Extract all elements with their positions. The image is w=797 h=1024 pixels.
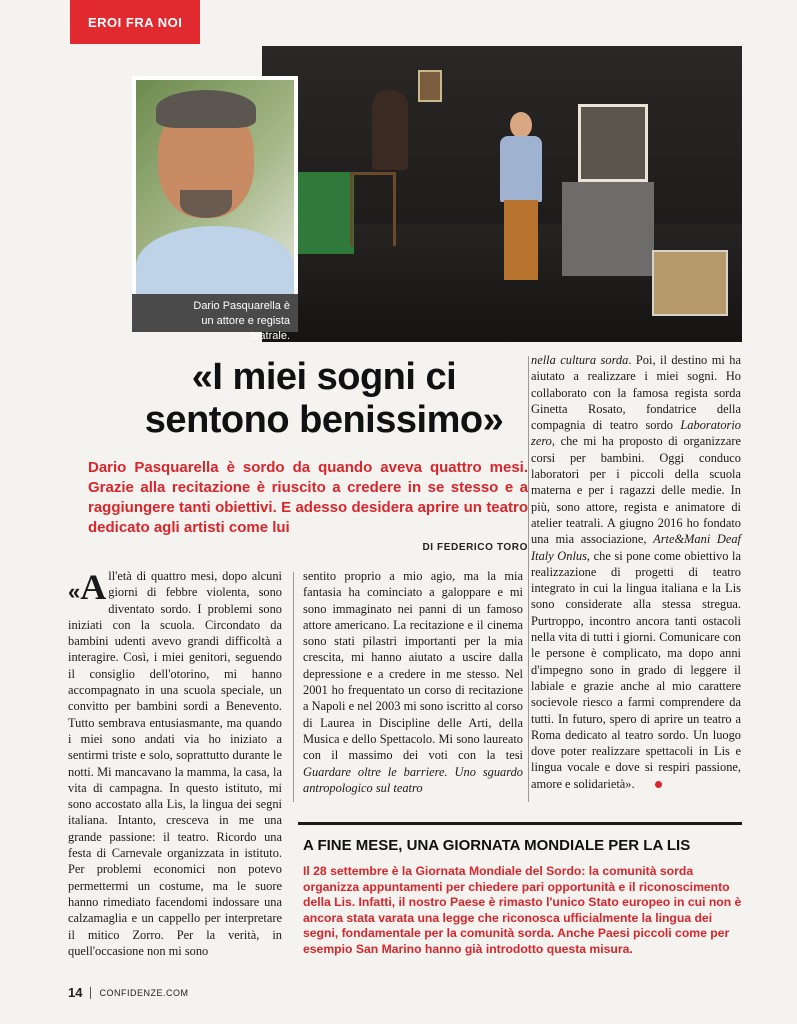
actor-pants [504,200,538,280]
page-number: 14 [68,985,83,1000]
headline: «I miei sogni ci sentono benissimo» [144,356,504,441]
sidebar-rule [298,822,742,825]
portrait-hair [156,90,256,128]
photo-caption: Dario Pasquarella è un attore e regista teatrale. [132,294,298,332]
thesis-title: Guardare oltre le barriere. Uno sguardo antropologico sul teatro [303,764,523,795]
vanity-table [562,182,654,276]
article-paragraph [68,568,282,959]
column-2-text: sentito proprio a mio agio, ma la mia fantasia ha cominciato a galoppare e mi sono immaginato nei panni di un famoso attore americano. La recitazione e il cinema sono stati pilastri importanti per la mia crescita, mi hanno aiutato a uscire dalla depressione e a credere in me stesso. Nel 2001 ho frequentato un corso di recitazione a Napoli e nel 2003 mi sono iscritto al corso di Laurea in Discipline delle Arti, della Musica e dello Spettacolo. Mi sono laureato con il massimo dei voti con la tesi [303,569,523,763]
column-divider [528,356,529,802]
column-3-text-c: , che si pone come obiettivo la realizzazione di progetti di teatro integrato in cui la lingua italiana e la Lis sono considerate alla stessa stregua. Purtroppo, incontro ancora tanti ostacoli nella vita di tutti i giorni. Comunicare con le persone è complicato, ma dopo anni d'impegno sono in grado di leggere il labiale e grazie anche al mio carattere socievole riesco a farmi comprendere da tutti. In futuro, spero di aprire un teatro a Roma dedicato al teatro sordo. Un luogo dove poter realizzare spettacoli in Lis e lingua vocale e dove si respiri passione, amore e solidarietà». [531,548,741,791]
column-divider [293,572,294,802]
portrait-image [136,80,294,298]
article-column-2 [303,568,523,802]
wooden-chair [350,172,396,246]
end-mark-icon [655,781,662,788]
gift-boxes [652,250,728,316]
portrait-beard [180,190,232,218]
drop-cap [68,567,107,607]
section-tag-label: EROI FRA NOI [88,15,183,30]
portrait-photo [132,76,298,342]
column-3-text-a: . Poi, il destino mi ha aiutato a realizzare i miei sogni. Ho collaborato con la famosa regista sorda Ginetta Rosato, fondatrice della compagnia di teatro sordo [531,353,741,433]
thesis-title-end: nella cultura sorda [531,353,629,367]
coat-rack [372,90,408,170]
actor-shirt [500,136,542,202]
article-paragraph [303,568,523,796]
column-3-text-b: , che mi ha proposto di organizzare corsi per bambini. Oggi conduco laboratori per i piccoli della scuola materna e per i ragazzi delle medie. In più, sono attore, regista e animatore di atelier teatrali. A giugno 2016 ho fondato una mia associazione, [531,434,741,547]
sidebar-text: Il 28 settembre è la Giornata Mondiale del Sordo: la comunità sorda organizza appuntamenti per chiedere pari opportunità e il riconoscimento della Lis. Infatti, il nostro Paese è rimasto l'unico Stato europeo in cui non è ancora stata varata una legge che riconosca ufficialmente la lingua dei segni, fondamentale per la comunità sorda. Anche Paesi piccoli come per esempio San Marino hanno già introdotto questa misura. [303,864,742,956]
page-footer [68,985,368,1000]
article-column-1 [68,568,282,980]
actor-head [510,112,532,138]
article-paragraph [531,352,741,792]
stage-photo [262,46,742,342]
section-tag [70,0,200,44]
drop-letter: A [80,567,107,607]
sidebar-title: A FINE MESE, UNA GIORNATA MONDIALE PER LA LIS [303,837,691,854]
association-name: Arte&Mani Deaf Italy Onlus [531,532,741,563]
byline: DI FEDERICO TORO [422,542,528,553]
wall-picture [418,70,442,102]
actor-figure [496,112,546,292]
footer-separator [90,987,91,999]
subhead: Dario Pasquarella è sordo da quando aveva quattro mesi. Grazie alla recitazione è riuscito a credere in se stesso e a raggiungere tanti obiettivi. E adesso desidera aprire un teatro dedicato agli artisti come lui [88,459,528,536]
drop-quote: « [68,579,81,604]
company-name: Laboratorio zero [531,418,741,449]
site-name: CONFIDENZE.COM [99,987,189,998]
article-column-3 [531,352,741,804]
column-1-text: ll'età di quattro mesi, dopo alcuni giorni di febbre violenta, sono diventato sordo. I problemi sono iniziati con la scuola. Circondato da bambini udenti avevo grandi difficoltà a interagire. Così, i miei genitori, seguendo il consiglio dell'otorino, mi hanno accompagnato in una scuola speciale, un convitto per bambini sordi a Benevento. Tutto sembrava entusiasmante, ma quando i miei sono andati via ho iniziato a sentirmi triste e solo, soprattutto durante le notti. Mi mancavano la mamma, la casa, la vita di campagna. In questo istituto, mi sono accostato alla Lis, la lingua dei segni italiana. Intanto, cresceva in me una grande passione: il teatro. Ricordo una festa di Carnevale organizzata in istituto. Per problemi economici non potevo permettermi un costume, ma le suore hanno rimediato facendomi indossare una calzamaglia e un cappello per interpretare il mitico Zorro. Per la verità, in quell'occasione non mi sono [68,569,282,958]
portrait-shirt [136,226,294,298]
green-table [294,172,354,254]
dressing-mirror [578,104,648,182]
